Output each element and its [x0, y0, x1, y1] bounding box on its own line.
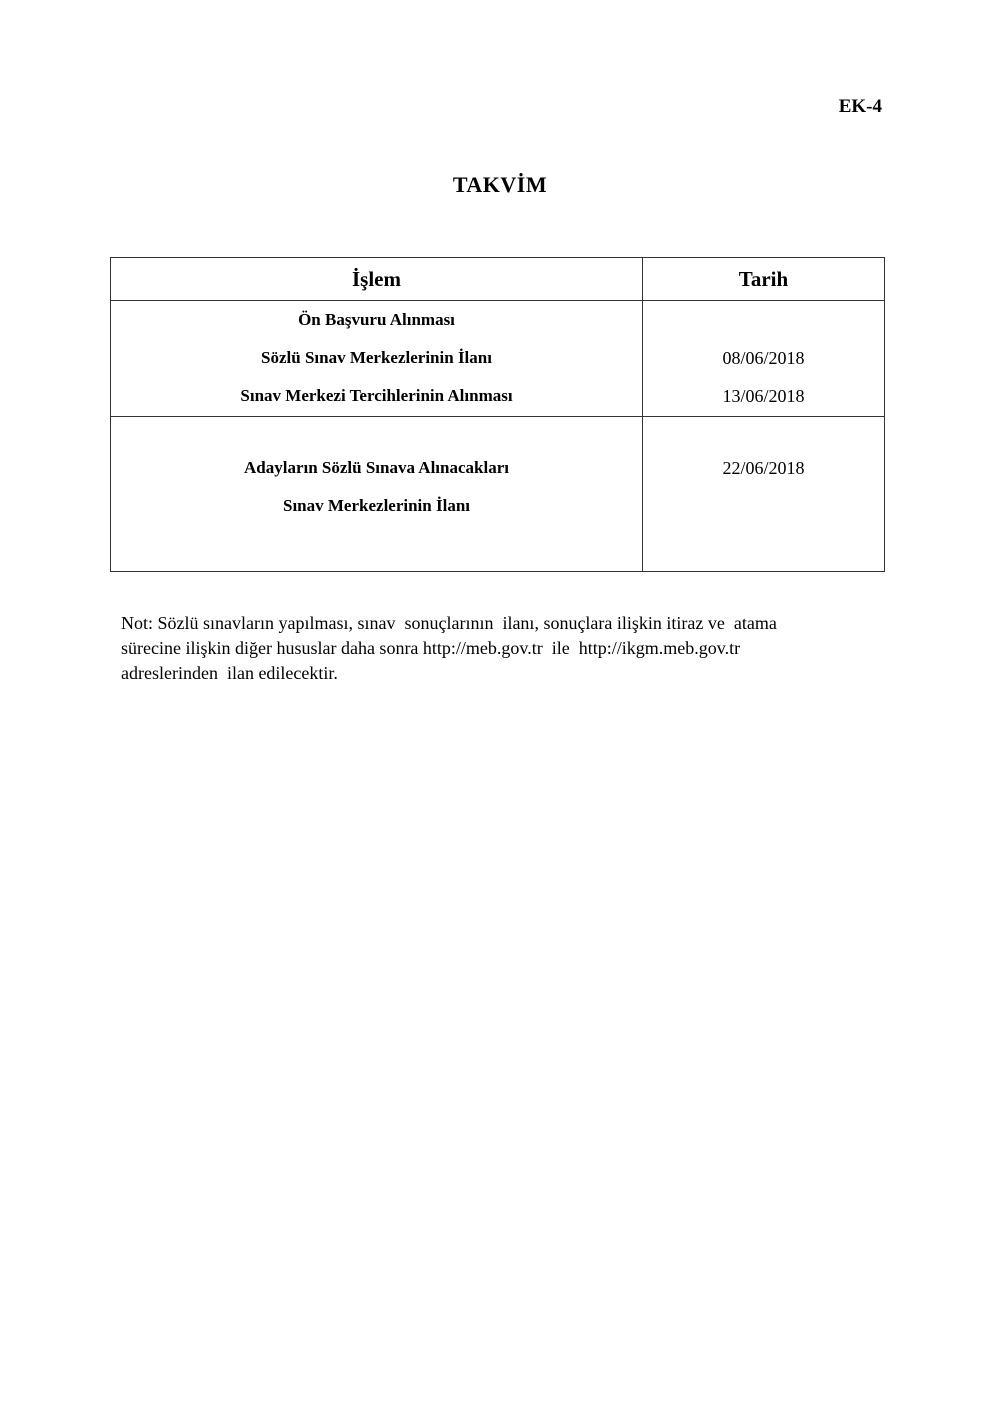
- date-item: 22/06/2018: [722, 458, 805, 478]
- annex-label: EK-4: [838, 96, 882, 117]
- header-process: İşlem: [111, 258, 643, 301]
- table-row: [111, 417, 885, 572]
- date-item: 13/06/2018: [722, 386, 805, 406]
- schedule-table: [110, 257, 885, 572]
- table-header-row: [111, 258, 885, 301]
- note-line: sürecine ilişkin diğer hususlar daha sonra http://meb.gov.tr ile http://ikgm.meb.gov.tr: [121, 638, 741, 658]
- date-item: 08/06/2018: [722, 348, 805, 368]
- date-cell: [643, 417, 885, 572]
- process-item: Ön Başvuru Alınması: [298, 310, 455, 329]
- process-item: Sözlü Sınav Merkezlerinin İlanı: [261, 348, 492, 367]
- process-item: Adayların Sözlü Sınava Alınacakları: [244, 458, 509, 477]
- note-paragraph: [121, 611, 881, 686]
- table-row: [111, 301, 885, 417]
- page-title: TAKVİM: [452, 172, 548, 197]
- process-cell: [111, 301, 643, 417]
- process-item: Sınav Merkezlerinin İlanı: [283, 496, 470, 515]
- header-date: Tarih: [643, 258, 885, 301]
- process-item: Sınav Merkezi Tercihlerinin Alınması: [240, 386, 513, 405]
- date-cell: [643, 301, 885, 417]
- note-line: Not: Sözlü sınavların yapılması, sınav sonuçlarının ilanı, sonuçlara ilişkin itiraz ve atama: [121, 613, 777, 633]
- note-line: adreslerinden ilan edilecektir.: [121, 663, 338, 683]
- process-cell: [111, 417, 643, 572]
